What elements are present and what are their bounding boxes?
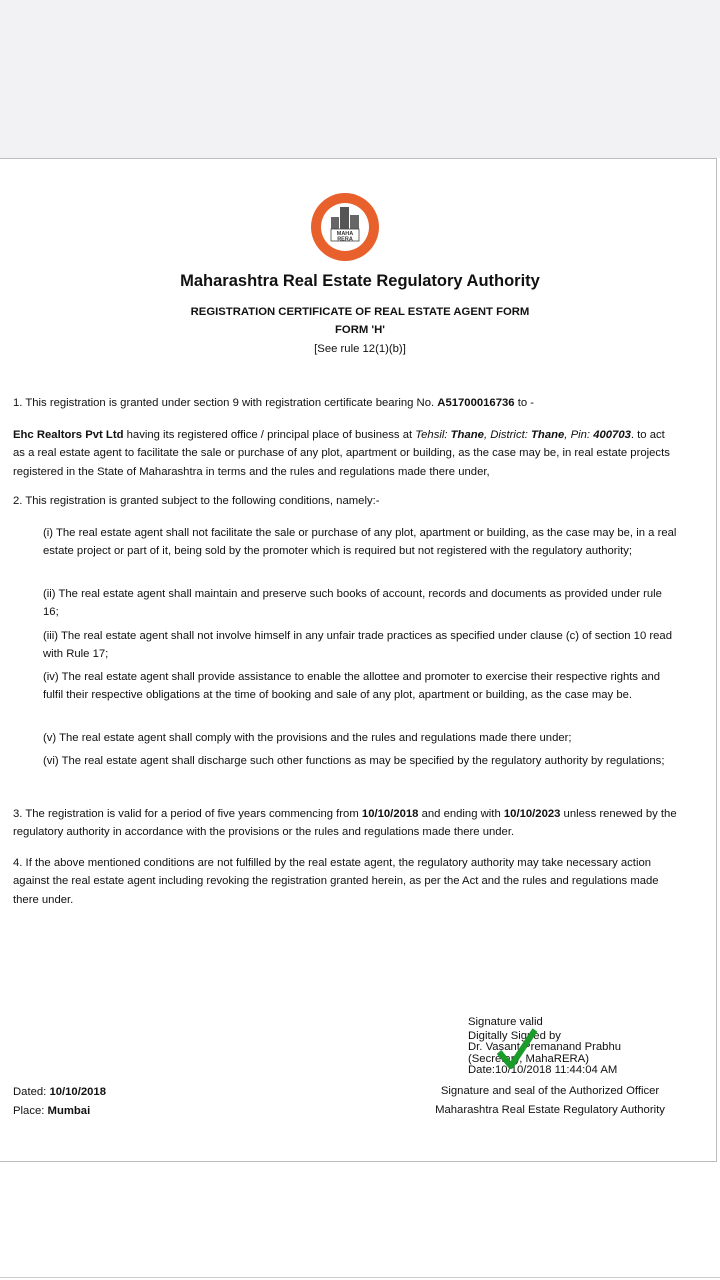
form-label: FORM 'H' [335,324,385,336]
place: Place: Mumbai [13,1105,91,1117]
signature-authority-label: Maharashtra Real Estate Regulatory Authority [435,1104,665,1116]
divider [0,1277,720,1278]
svg-text:RERA: RERA [337,236,353,243]
condition-5: (v) The real estate agent shall comply with the provisions and the rules and regulations made there under; [43,732,572,744]
dated: Dated: 10/10/2018 [13,1086,106,1098]
start-date: 10/10/2018 [361,808,419,820]
signature-valid-check-icon [497,1028,537,1070]
signature-officer-label: Signature and seal of the Authorized Officer [440,1085,660,1097]
para-3: 3. The registration is valid for a period of five years commencing from 10/10/2018 and ending with 10/10/2023 unless renewed by the regulatory authority in accordance with the provisions or the rules and regulations made there under. [13,808,677,839]
para-2: 2. This registration is granted subject to the following conditions, namely:- [13,495,380,507]
certificate-subtitle: REGISTRATION CERTIFICATE OF REAL ESTATE AGENT FORM [190,306,530,318]
para-4: 4. If the above mentioned conditions are not fulfilled by the real estate agent, the regulatory authority may take necessary action against the real estate agent including revoking the registration granted herein, as per the Act and the rules and regulations made there under. [13,857,659,906]
digital-signature: Signature valid Digitally Signed by Dr. Vasant Premanand Prabhu (Secretary, MahaRERA) Date:10/10/2018 11:44:04 AM [468,1016,622,1076]
condition-6: (vi) The real estate agent shall discharge such other functions as may be specified by the regulatory authority by regulations; [43,755,665,767]
agent-details: Ehc Realtors Pvt Ltd having its registered office / principal place of business at Tehsil: Thane, District: Thane, Pin: 400703. to act as a real estate agent to facilitate the sale or purchase of any plot, apartment or building, as the case may be, in real estate projects registered in the State of Maharashtra in terms and the rules and regulations made there under, [13,429,670,478]
page-title: Maharashtra Real Estate Regulatory Authority [180,272,540,290]
condition-4: (iv) The real estate agent shall provide assistance to enable the allottee and promoter to exercise their respective rights and fulfil their respective obligations at the time of booking and sale of any plot, apartment or building, as the case may be. [43,671,661,702]
maharera-logo [309,191,381,263]
condition-3: (iii) The real estate agent shall not involve himself in any unfair trade practices as specified under clause (c) of section 10 read with Rule 17; [43,630,672,661]
viewer-top-bar [0,0,720,158]
para-1: 1. This registration is granted under section 9 with registration certificate bearing No. A51700016736 to - [13,397,535,409]
agent-name: Ehc Realtors Pvt Ltd [13,429,124,441]
registration-number: A51700016736 [437,397,515,409]
condition-2: (ii) The real estate agent shall maintain and preserve such books of account, records and documents as provided under rule 16; [43,588,662,619]
condition-1: (i) The real estate agent shall not facilitate the sale or purchase of any plot, apartment or building, as the case may be, in a real estate project or part of it, being sold by the promoter which is required but not registered with the regulatory authority; [43,527,677,558]
rule-reference: [See rule 12(1)(b)] [314,343,406,355]
end-date: 10/10/2023 [503,808,561,820]
svg-text:MAHA: MAHA [336,231,354,237]
